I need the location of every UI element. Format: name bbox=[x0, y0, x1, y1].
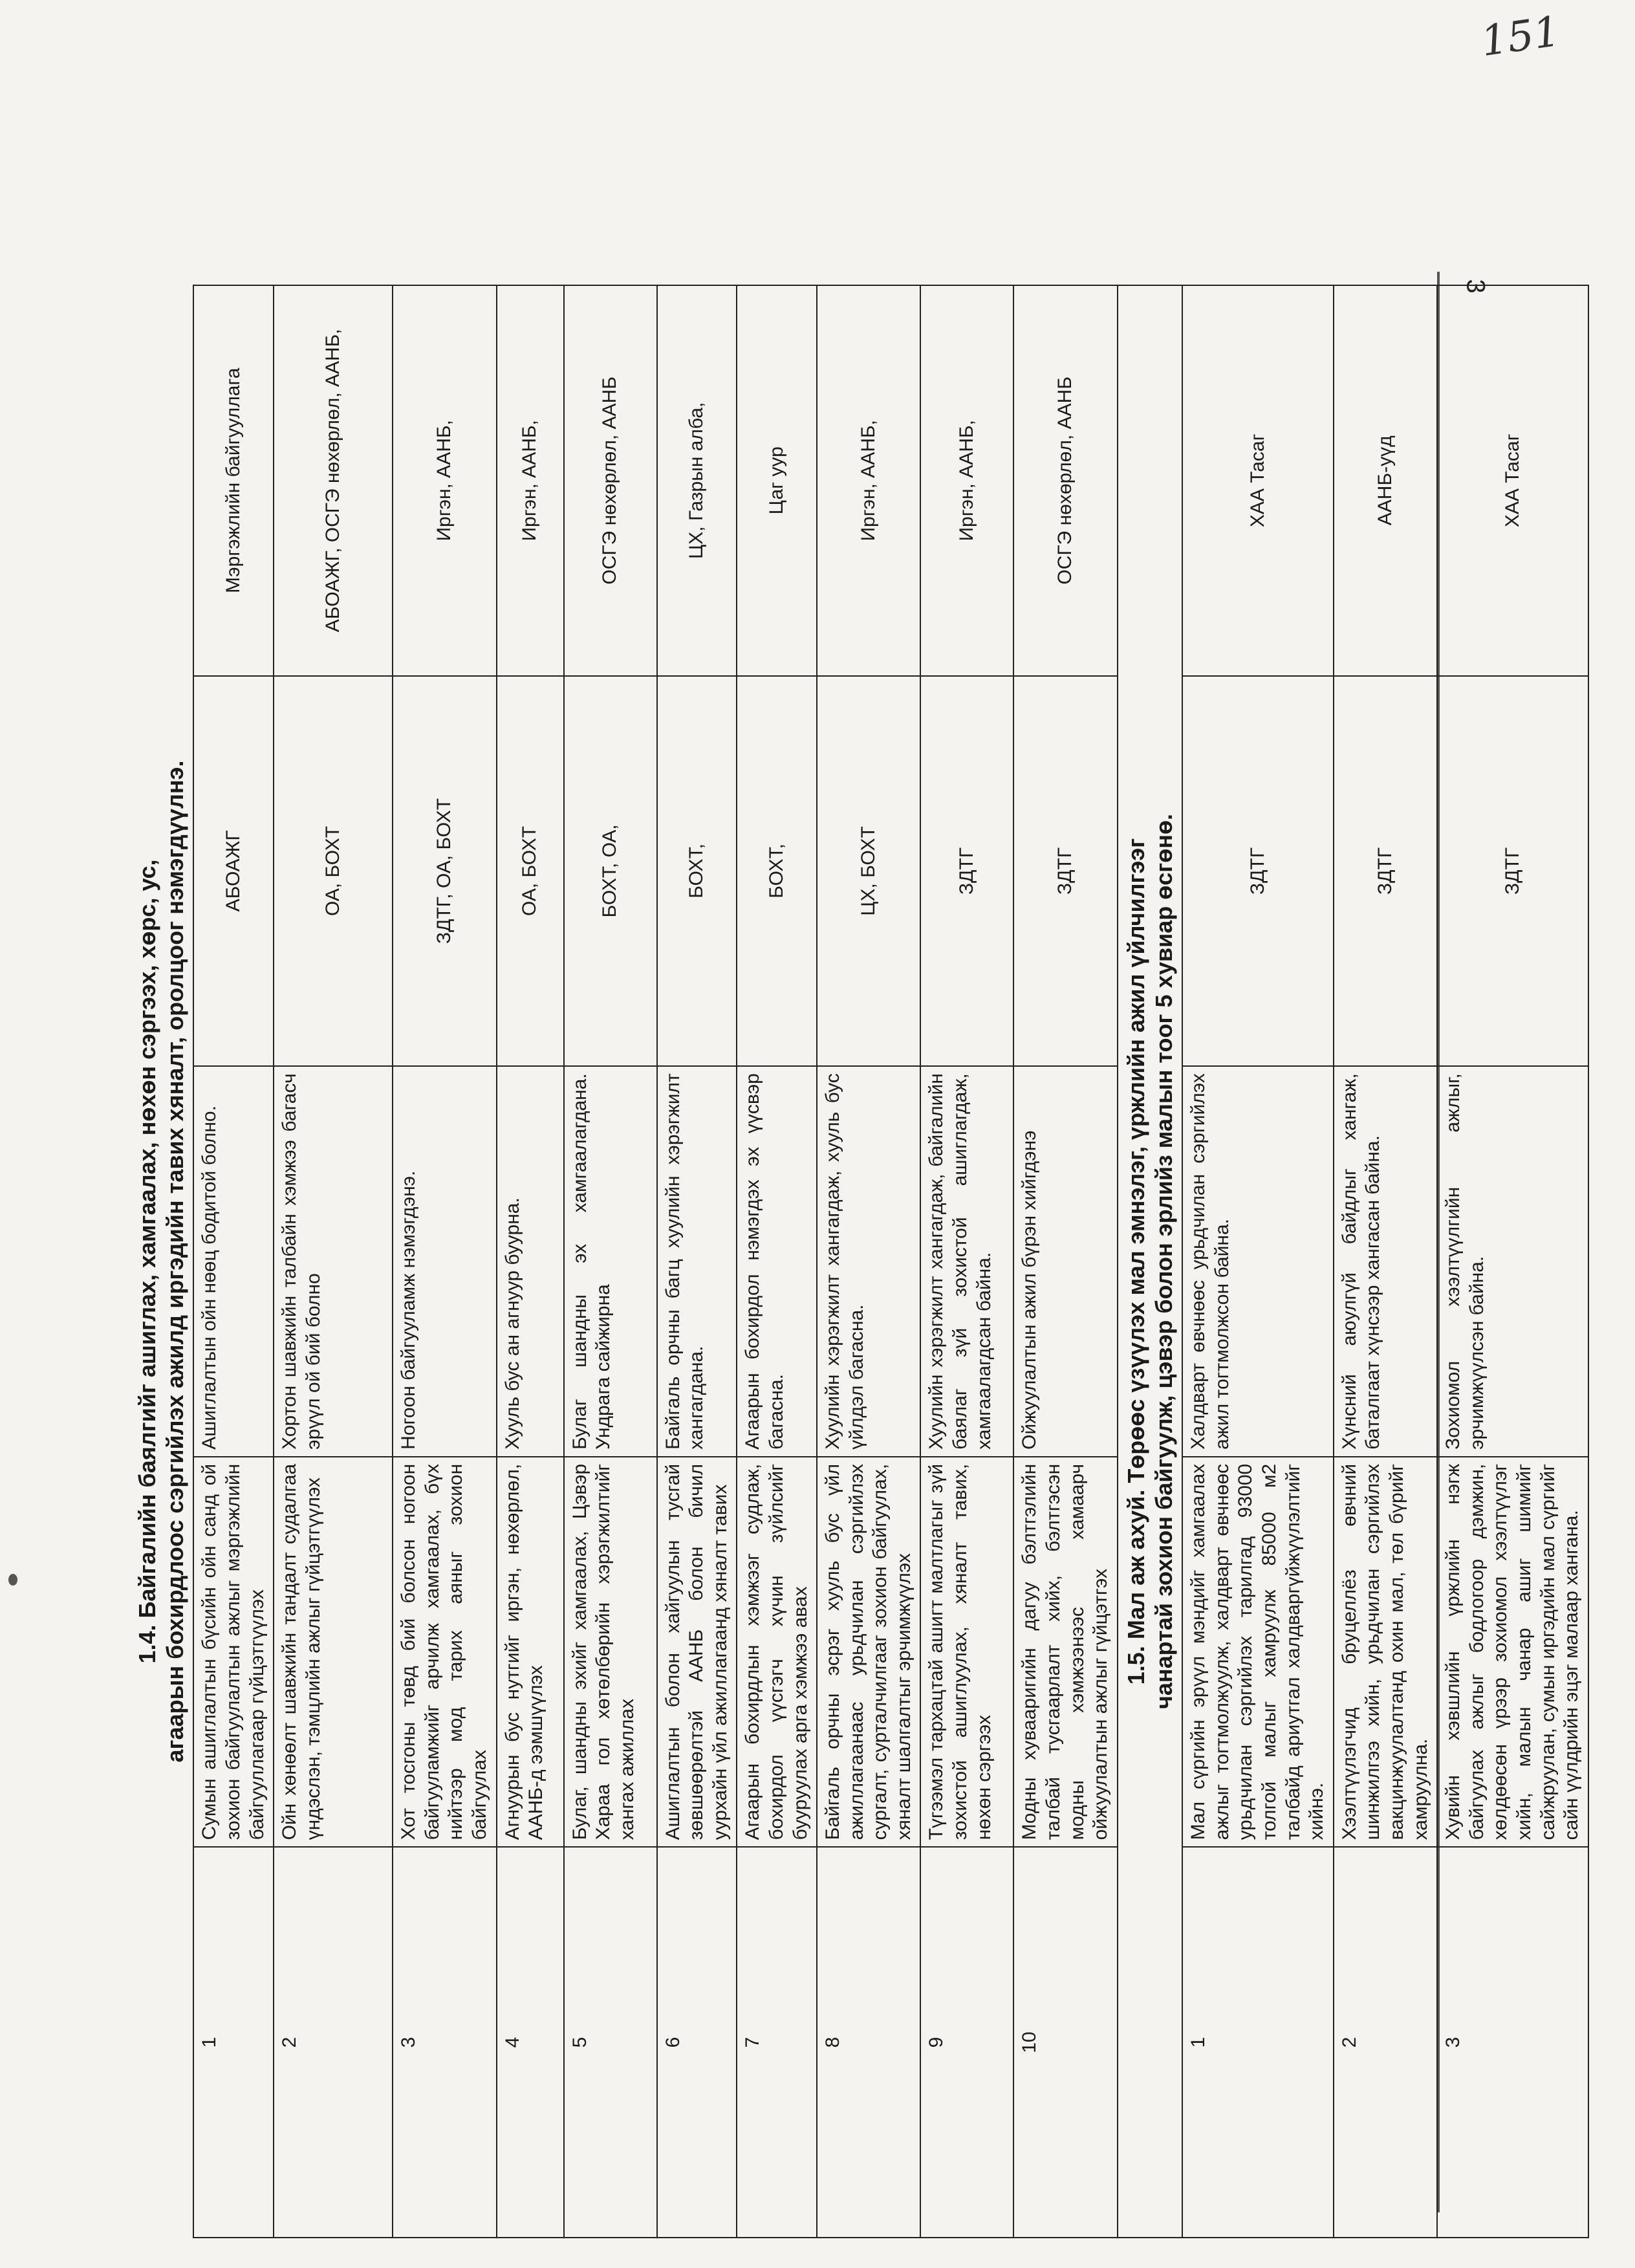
responsible-cell: АБОАЖГ, ОСГЭ нөхөрлөл, ААНБ, bbox=[274, 285, 393, 676]
result-cell: Хуулийн хэрэгжилт хангагдаж, байгалийн баялаг зүй зохистой ашиглагдаж, хамгаалагдсан байна. bbox=[920, 1066, 1013, 1457]
row-number: 3 bbox=[1437, 1847, 1588, 2238]
result-cell: Булаг шандны эх хамгаалагдана. Ундрага сайжирна bbox=[564, 1066, 657, 1457]
table-row bbox=[1013, 285, 1117, 2238]
funding-cell: ОА, БОХТ bbox=[274, 676, 393, 1067]
table-row bbox=[737, 285, 817, 2238]
plan-table bbox=[129, 285, 1589, 2238]
row-number: 4 bbox=[497, 1847, 564, 2238]
funding-cell: АБОАЖГ bbox=[193, 676, 274, 1067]
funding-cell: БОХТ, ОА, bbox=[564, 676, 657, 1067]
responsible-cell: Иргэн, ААНБ, bbox=[920, 285, 1013, 676]
responsible-cell: ОСГЭ нөхөрлөл, ААНБ bbox=[564, 285, 657, 676]
activity-cell: Ашиглалтын болон хайгуулын тусгай зөвшөөрөлтэй ААНБ болон бичил уурхайн үйл ажиллагаанд хяналт тавих bbox=[657, 1457, 737, 1848]
table-row bbox=[497, 285, 564, 2238]
funding-cell: ОА, БОХТ bbox=[497, 676, 564, 1067]
activity-cell: Ойн хөнөөлт шавжийн тандалт судалгаа үндэслэн, тэмцлийн ажлыг гүйцэтгүүлэх bbox=[274, 1457, 393, 1848]
activity-cell: Хот тосгоны төвд бий болсон ногоон байгууламжийг арчилж хамгаалах, бүх нийтээр мод тарих аяныг зохион байгуулах bbox=[393, 1457, 496, 1848]
section-1-4-title bbox=[129, 285, 193, 2238]
result-cell: Агаарын бохирдол нэмэгдэх эх үүсвэр багасна. bbox=[737, 1066, 817, 1457]
table-row bbox=[1182, 285, 1334, 2238]
row-number: 6 bbox=[657, 1847, 737, 2238]
table-row bbox=[564, 285, 657, 2238]
section-1-5-title-line1: 1.5. Мал аж ахуй. Төрөөс үзүүлэх мал эмнэлэг, үржлийн ажил үйлчилгээг bbox=[1122, 838, 1149, 1685]
table-row bbox=[920, 285, 1013, 2238]
activity-cell: Агнуурын бус нутгийг иргэн, нөхөрлөл, ААНБ-д ээмшүүлэх bbox=[497, 1457, 564, 1848]
row-number: 1 bbox=[1182, 1847, 1334, 2238]
responsible-cell: ОСГЭ нөхөрлөл, ААНБ bbox=[1013, 285, 1117, 676]
result-cell: Хортон шавжийн талбайн хэмжээ багасч эрүүл ой бий болно bbox=[274, 1066, 393, 1457]
responsible-cell: Иргэн, ААНБ, bbox=[817, 285, 920, 676]
result-cell: Зохиомол хээлтүүлгийн ажлыг, эрчимжүүлсэн байна. bbox=[1437, 1066, 1588, 1457]
section-1-5-title-line2: чанартай зохион байгуулж, цэвэр болон эрлийз малын тоог 5 хувиар өсгөнө. bbox=[1151, 814, 1178, 1709]
result-cell: Хуулийн хэрэгжилт хангагдаж, хууль бус үйлдэл багасна. bbox=[817, 1066, 920, 1457]
handwritten-page-number: 151 bbox=[1478, 7, 1563, 67]
funding-cell: ЗДТГ bbox=[920, 676, 1013, 1067]
document-body bbox=[129, 285, 1589, 2238]
scan-speck bbox=[8, 1574, 17, 1586]
responsible-cell: ЦХ, Газрын алба, bbox=[657, 285, 737, 676]
section-1-5-title bbox=[1118, 286, 1182, 2237]
responsible-cell: Мэргэжлийн байгууллага bbox=[193, 285, 274, 676]
row-number: 2 bbox=[274, 1847, 393, 2238]
table-row bbox=[274, 285, 393, 2238]
row-number: 3 bbox=[393, 1847, 496, 2238]
activity-cell: Агаарын бохирдлын хэмжээг судлаж, бохирдол үүсгэгч хүчин зүйлсийг бууруулах арга хэмжээ авах bbox=[737, 1457, 817, 1848]
row-number: 2 bbox=[1334, 1847, 1437, 2238]
funding-cell: ЗДТГ bbox=[1334, 676, 1437, 1067]
page-number: 3 bbox=[1461, 279, 1490, 294]
funding-cell: БОХТ, bbox=[737, 676, 817, 1067]
funding-cell: ЗДТГ, ОА, БОХТ bbox=[393, 676, 496, 1067]
activity-cell: Модны хувааригийн дагуу бэлтгэлийн талбай тусгаарлалт хийх, бэлтгэсэн модны хэмжээнээс хамаарч ойжуулалтын ажлыг гүйцэтгэх bbox=[1013, 1457, 1117, 1848]
activity-cell: Байгаль орчны эсрэг хууль бус үйл ажиллагаанаас урьдчилан сэргийлэх сургалт, сурталчилгааг зохион байгуулах, хяналт шалгалтыг эрчимжүүлэх bbox=[817, 1457, 920, 1848]
result-cell: Ашиглалтын ойн нөөц бодитой болно. bbox=[193, 1066, 274, 1457]
result-cell: Хууль бус ан агнуур буурна. bbox=[497, 1066, 564, 1457]
table-row bbox=[1437, 285, 1588, 2238]
row-number: 1 bbox=[193, 1847, 274, 2238]
funding-cell: ЗДТГ bbox=[1437, 676, 1588, 1067]
section-1-4-title-line1: 1.4. Байгалийн баялгийг ашиглах, хамгаалах, нөхөн сэргээх, хөрс, ус, bbox=[134, 859, 160, 1664]
responsible-cell: Цаг уур bbox=[737, 285, 817, 676]
result-cell: Ойжуулалтын ажил бүрэн хийгдэнэ bbox=[1013, 1066, 1117, 1457]
row-number: 9 bbox=[920, 1847, 1013, 2238]
responsible-cell: ХАА Тасаг bbox=[1437, 285, 1588, 676]
responsible-cell: Иргэн, ААНБ, bbox=[497, 285, 564, 676]
activity-cell: Түгээмэл тархацтай ашигт малтлагыг зүй зохистой ашиглуулах, хяналт тавих, нөхөн сэргээх bbox=[920, 1457, 1013, 1848]
row-number: 5 bbox=[564, 1847, 657, 2238]
table-row bbox=[193, 285, 274, 2238]
responsible-cell: Иргэн, ААНБ, bbox=[393, 285, 496, 676]
row-number: 10 bbox=[1013, 1847, 1117, 2238]
funding-cell: ЗДТГ bbox=[1013, 676, 1117, 1067]
activity-cell: Сумын ашиглалтын бүсийн ойн санд ой зохион байгуулалтын ажлыг мэргэжлийн байгууллагаар гүйцэтгүүлэх bbox=[193, 1457, 274, 1848]
table-row bbox=[657, 285, 737, 2238]
funding-cell: ЦХ, БОХТ bbox=[817, 676, 920, 1067]
table-row bbox=[817, 285, 920, 2238]
table-row bbox=[393, 285, 496, 2238]
result-cell: Хүнсний аюулгүй байдлыг хангаж, баталгаат хүнсээр хангасан байна. bbox=[1334, 1066, 1437, 1457]
activity-cell: Хувийн хэвшлийн үржлийн нэгж байгуулах ажлыг бодлогоор дэмжин, хөлдөөсөн үрээр зохиомол хээлтүүлэг хийн, малын чанар ашиг шимийг сайжруулан, сумын иргэдийн мал сүргийг сайн үүлдрийн эцэг малаар хангана. bbox=[1437, 1457, 1588, 1848]
row-number: 8 bbox=[817, 1847, 920, 2238]
funding-cell: ЗДТГ bbox=[1182, 676, 1334, 1067]
activity-cell: Хээлтүүлэгчид бруцеллёз өвчний шинжилгээ хийн, урьдчилан сэргийлэх вакцинжуулалтанд охин мал, төл бүрийг хамруулна. bbox=[1334, 1457, 1437, 1848]
section-1-4-title-line2: агаарын бохирдлоос сэргийлэх ажилд иргэдийн тавих хяналт, оролцоог нэмэгдүүлнэ. bbox=[162, 760, 189, 1763]
rotated-document bbox=[129, 285, 1583, 2238]
activity-cell: Булаг, шандны эхийг хамгаалах, Цэвэр Хараа гол хөтөлбөрийн хэрэгжилтийг хангах ажиллах bbox=[564, 1457, 657, 1848]
activity-cell: Мал сүргийн эрүүл мэндийг хамгаалах ажлыг тогтмолжуулж, халдварт өвчнөөс урьдчилан сэргийлэх тарилгад 93000 толгой малыг хамруулж 85000 м2 талбайд ариутгал халдваргүйжүүлэлтийг хийнэ. bbox=[1182, 1457, 1334, 1848]
result-cell: Халдварт өвчнөөс урьдчилан сэргийлэх ажил тогтмолжсон байна. bbox=[1182, 1066, 1334, 1457]
result-cell: Ногоон байгууламж нэмэгдэнэ. bbox=[393, 1066, 496, 1457]
responsible-cell: ААНБ-уүд bbox=[1334, 285, 1437, 676]
responsible-cell: ХАА Тасаг bbox=[1182, 285, 1334, 676]
funding-cell: БОХТ, bbox=[657, 676, 737, 1067]
table-row bbox=[1334, 285, 1437, 2238]
result-cell: Байгаль орчны багц хуулийн хэрэгжилт хангагдана. bbox=[657, 1066, 737, 1457]
row-number: 7 bbox=[737, 1847, 817, 2238]
